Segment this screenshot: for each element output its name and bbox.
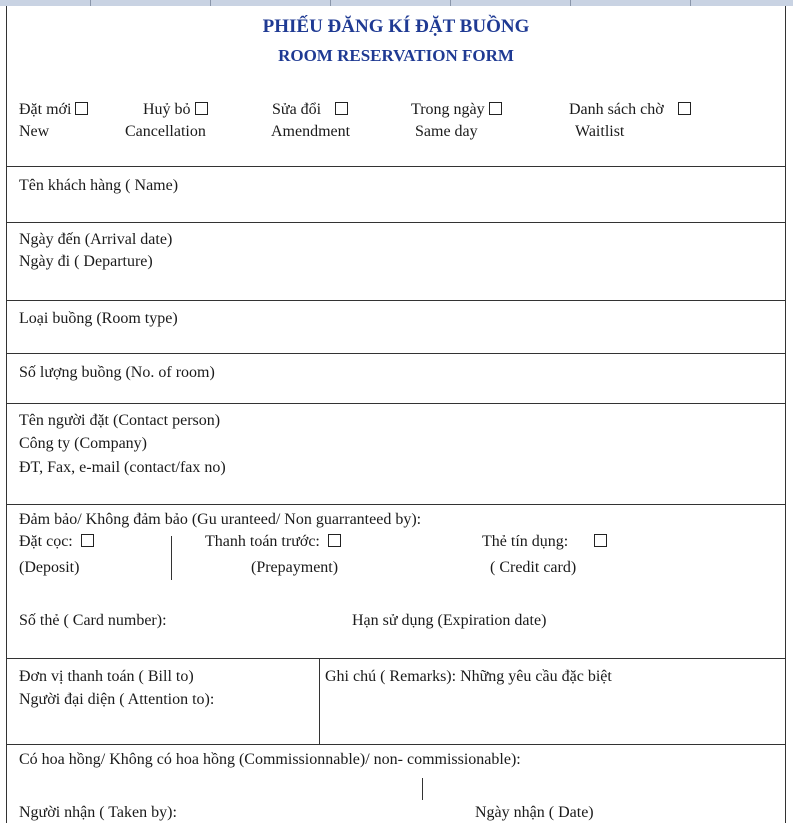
option-amendment-en: Amendment	[271, 123, 351, 140]
no-of-room-label: Số lượng buồng (No. of room)	[19, 364, 215, 381]
option-waitlist-en: Waitlist	[575, 123, 625, 140]
credit-card-checkbox[interactable]	[594, 534, 607, 547]
option-waitlist-checkbox[interactable]	[678, 102, 691, 115]
reservation-form	[6, 6, 786, 823]
contact-person-label: Tên người đặt (Contact person)	[19, 412, 221, 429]
form-title-vn: PHIẾU ĐĂNG KÍ ĐẶT BUỒNG	[262, 16, 530, 37]
row-divider	[7, 403, 785, 404]
option-amendment-label: Sửa đổi	[272, 101, 322, 118]
deposit-label: Đặt cọc:	[19, 533, 73, 550]
credit-card-label: Thẻ tín dụng:	[482, 533, 569, 550]
room-type-label: Loại buồng (Room type)	[19, 310, 178, 327]
option-cancellation-label: Huỷ bỏ	[143, 101, 191, 118]
remarks-label: Ghi chú ( Remarks): Những yêu cầu đặc biệt	[325, 668, 612, 685]
option-same-day[interactable]	[411, 100, 502, 120]
contact-fax-label: ĐT, Fax, e-mail (contact/fax no)	[19, 459, 226, 476]
bill-to-label: Đơn vị thanh toán ( Bill to)	[19, 668, 194, 685]
option-new-checkbox[interactable]	[75, 102, 88, 115]
row-divider	[7, 658, 785, 659]
form-title-en: ROOM RESERVATION FORM	[278, 46, 514, 65]
expiration-date-label: Hạn sử dụng (Expiration date)	[352, 612, 547, 629]
column-divider	[319, 658, 320, 744]
row-divider	[7, 744, 785, 745]
departure-date-label: Ngày đi ( Departure)	[19, 253, 153, 270]
option-same-day-checkbox[interactable]	[489, 102, 502, 115]
option-waitlist[interactable]	[569, 100, 691, 120]
deposit-checkbox[interactable]	[81, 534, 94, 547]
column-divider	[422, 778, 423, 800]
option-new[interactable]	[19, 100, 88, 120]
row-divider	[7, 353, 785, 354]
prepayment-checkbox[interactable]	[328, 534, 341, 547]
prepayment-option[interactable]	[205, 532, 341, 552]
option-cancellation-checkbox[interactable]	[195, 102, 208, 115]
deposit-label-en: (Deposit)	[19, 559, 80, 576]
name-field-label: Tên khách hàng ( Name)	[19, 177, 179, 194]
credit-card-option[interactable]	[482, 532, 607, 552]
row-divider	[7, 222, 785, 223]
card-number-label: Số thẻ ( Card number):	[19, 612, 167, 629]
option-amendment-checkbox[interactable]	[335, 102, 348, 115]
date-received-label: Ngày nhận ( Date)	[475, 804, 594, 821]
row-divider	[7, 300, 785, 301]
option-waitlist-label: Danh sách chờ	[569, 101, 664, 118]
guarantee-label: Đảm bảo/ Không đảm bảo (Gu uranteed/ Non guarranteed by):	[19, 511, 422, 528]
prepayment-label: Thanh toán trước:	[205, 533, 320, 550]
deposit-option[interactable]	[19, 532, 94, 552]
arrival-date-label: Ngày đến (Arrival date)	[19, 231, 173, 248]
company-label: Công ty (Company)	[19, 435, 147, 452]
option-new-label: Đặt mới	[19, 101, 72, 118]
option-cancellation-en: Cancellation	[125, 123, 206, 140]
commission-label: Có hoa hồng/ Không có hoa hồng (Commissionnable)/ non- commissionable):	[19, 751, 521, 768]
taken-by-label: Người nhận ( Taken by):	[19, 804, 177, 821]
option-amendment[interactable]	[272, 100, 348, 120]
option-cancellation[interactable]	[143, 100, 208, 120]
prepayment-label-en: (Prepayment)	[251, 559, 339, 576]
option-new-en: New	[19, 123, 50, 140]
row-divider	[7, 166, 785, 167]
option-same-day-en: Same day	[415, 123, 478, 140]
row-divider	[7, 504, 785, 505]
credit-card-label-en: ( Credit card)	[490, 559, 577, 576]
option-same-day-label: Trong ngày	[411, 101, 485, 118]
attention-to-label: Người đại diện ( Attention to):	[19, 691, 215, 708]
column-divider	[171, 536, 172, 580]
